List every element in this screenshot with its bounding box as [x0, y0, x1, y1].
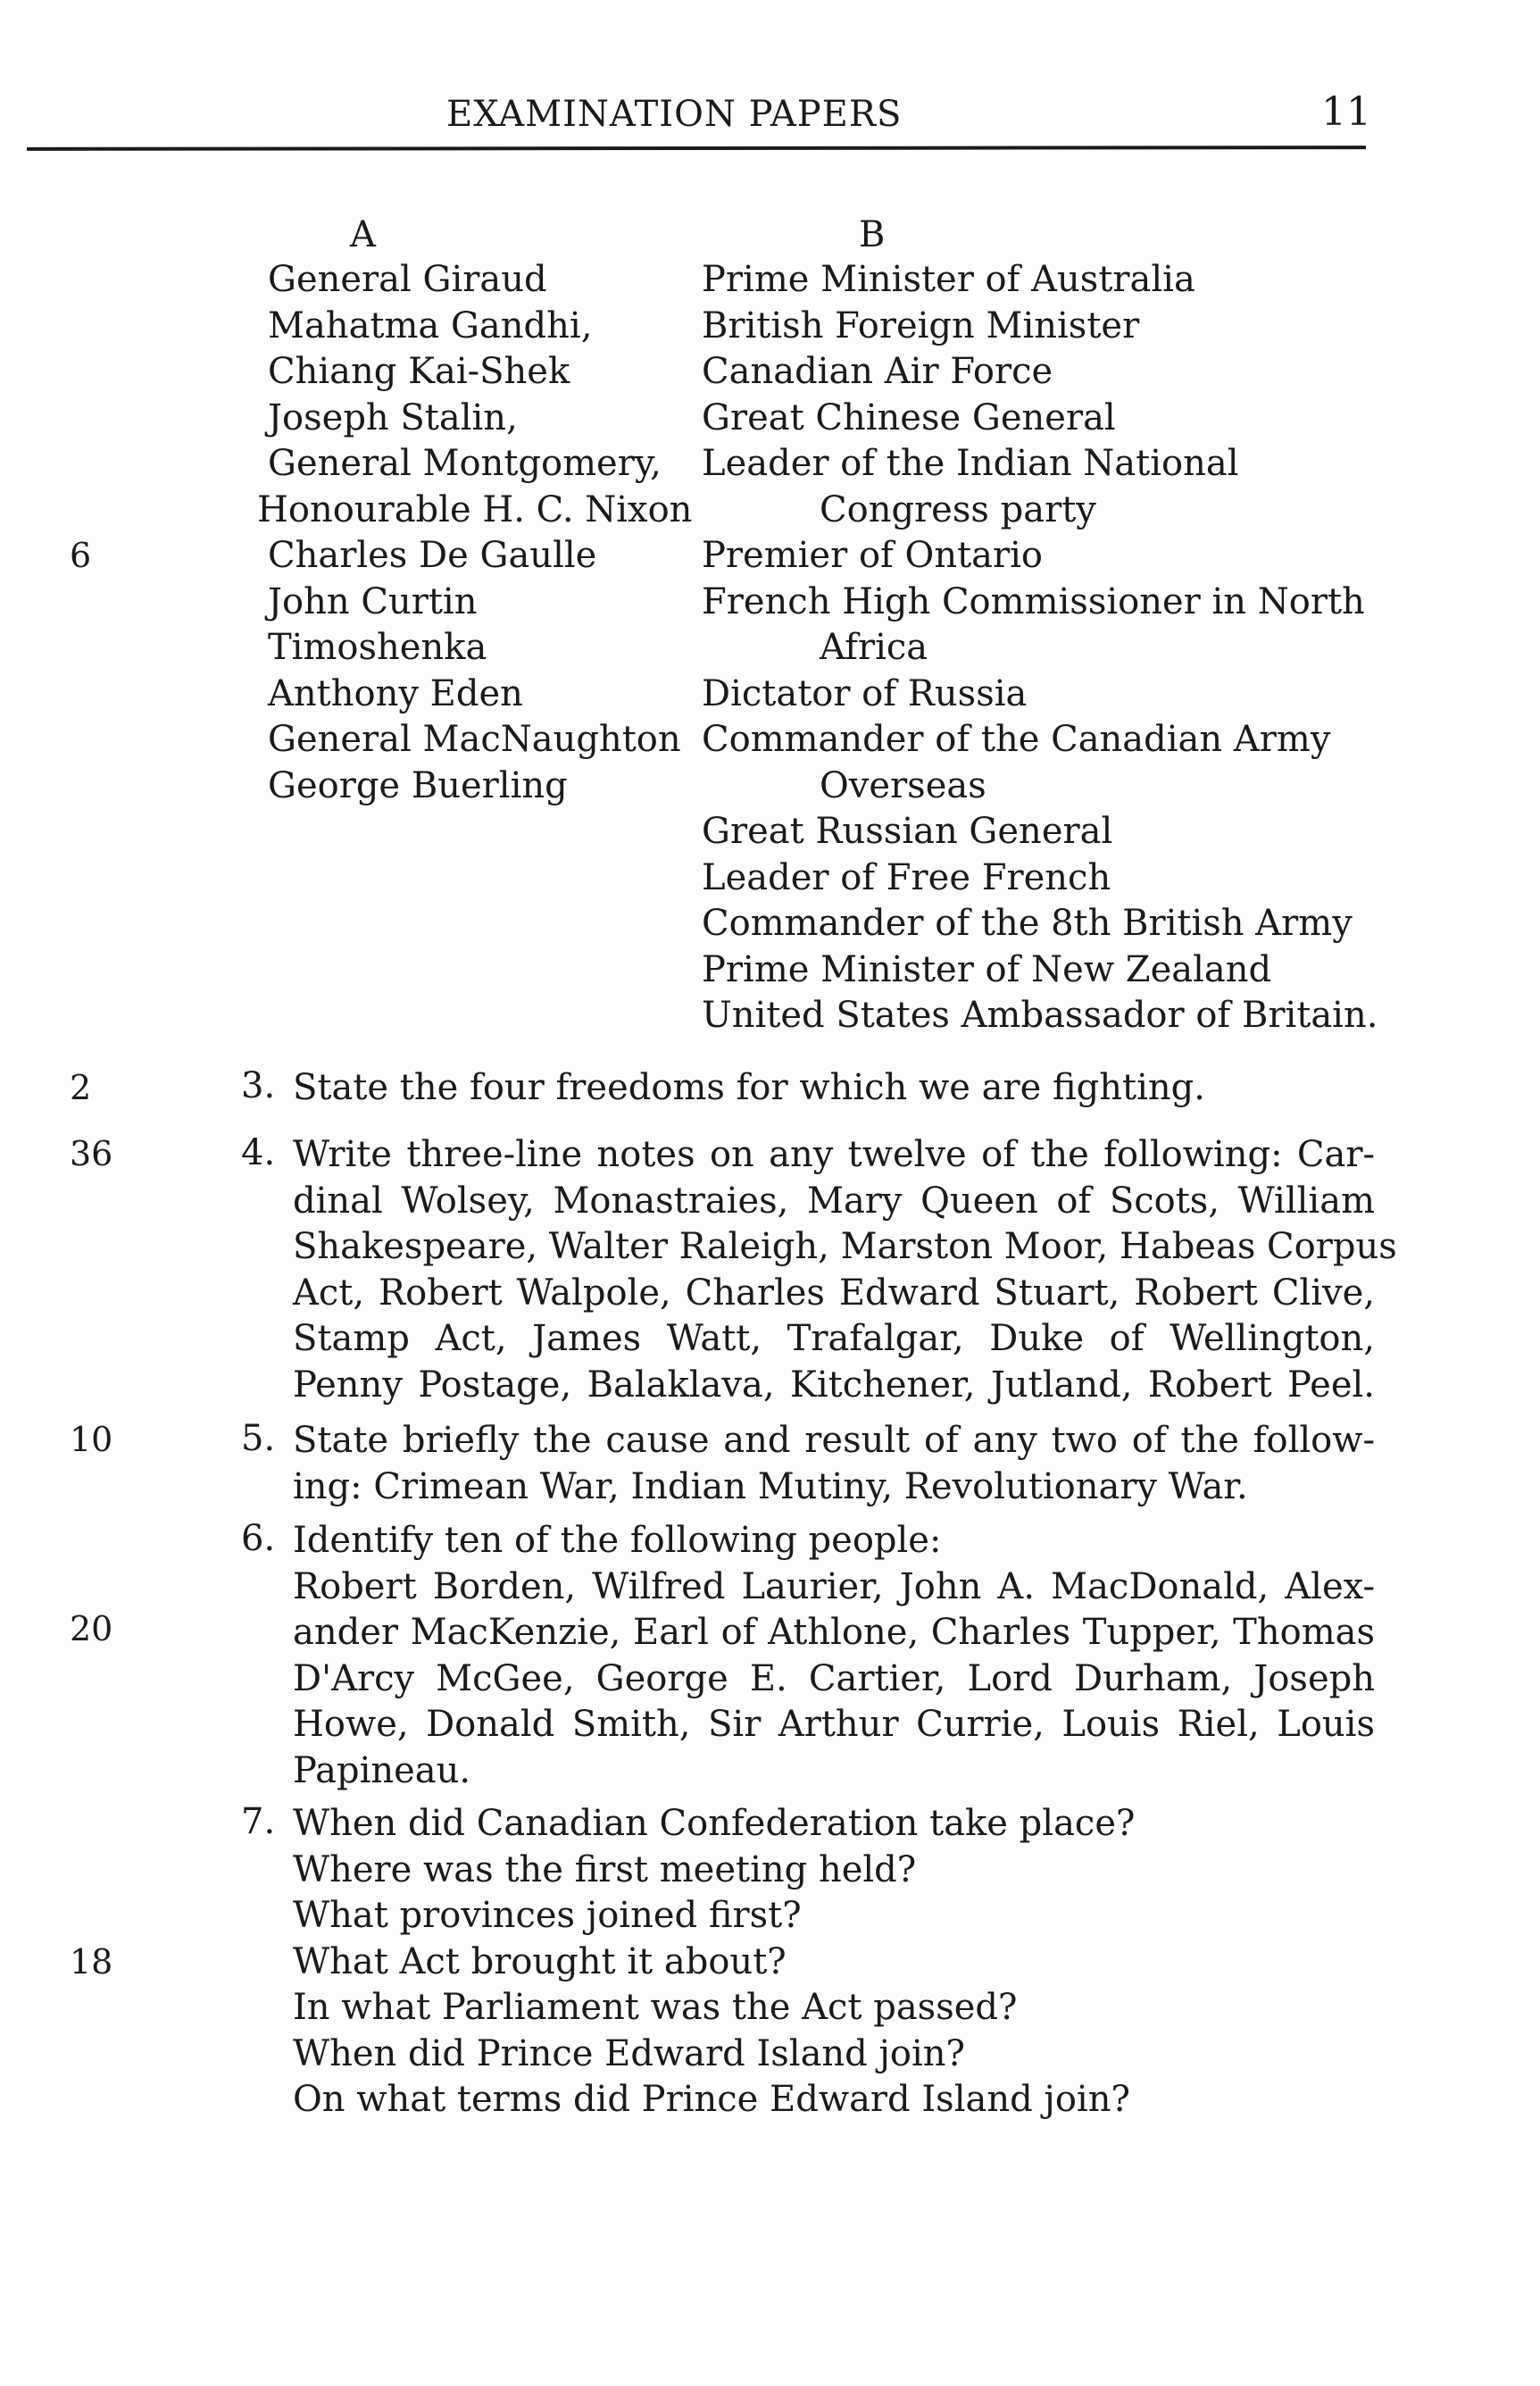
question-line: Act, Robert Walpole, Charles Edward Stuart, Robert Clive, [293, 1272, 1375, 1314]
column-b-list [702, 257, 1378, 1039]
marks-matching: 6 [70, 536, 92, 575]
column-b-item: Leader of Free French [702, 856, 1111, 898]
column-a-item: General Giraud [268, 259, 547, 300]
column-b-item: Premier of Ontario [702, 535, 1044, 576]
column-a-item: George Buerling [268, 764, 568, 806]
question-line: When did Prince Edward Island join? [293, 2032, 965, 2074]
marks-q6: 20 [70, 1609, 113, 1648]
column-b-item: Prime Minister of New Zealand [702, 948, 1272, 990]
marks-q4: 36 [70, 1134, 113, 1173]
question-line: Where was the first meeting held? [293, 1848, 917, 1890]
column-a-item: Timoshenka [268, 627, 487, 668]
column-a-item: Joseph Stalin, [268, 396, 518, 438]
marks-q3: 2 [70, 1068, 92, 1107]
column-b-item: Great Russian General [702, 811, 1113, 852]
column-a-list [257, 257, 693, 809]
question-line: ing: Crimean War, Indian Mutiny, Revolutionary War. [293, 1465, 1248, 1507]
question-line: What provinces joined first? [293, 1895, 802, 1936]
question-number: 5. [241, 1418, 276, 1459]
question-number: 4. [241, 1132, 276, 1173]
question-number: 6. [241, 1518, 276, 1559]
question-line: Shakespeare, Walter Raleigh, Marston Moor, Habeas Corpus [293, 1226, 1397, 1267]
question-number: 7. [241, 1801, 276, 1842]
column-b-heading: B [859, 214, 886, 255]
question-line: In what Parliament was the Act passed? [293, 1987, 1018, 2028]
column-a-item: Mahatma Gandhi, [268, 305, 593, 346]
question-line: ander MacKenzie, Earl of Athlone, Charles Tupper, Thomas [293, 1612, 1375, 1653]
question-line: Identify ten of the following people: [293, 1520, 942, 1561]
column-b-item: Dictator of Russia [702, 672, 1028, 714]
question-7 [241, 1801, 1375, 2123]
column-b-item: Overseas [820, 764, 986, 806]
column-b-item: Commander of the 8th British Army [702, 903, 1353, 944]
column-b-item: Canadian Air Force [702, 351, 1053, 392]
marks-q7: 18 [70, 1942, 113, 1981]
column-a-item: General MacNaughton [268, 719, 681, 760]
column-b-item: Great Chinese General [702, 396, 1116, 438]
column-b-item: Prime Minister of Australia [702, 259, 1195, 300]
column-b-item: Congress party [820, 488, 1096, 530]
column-b-item: British Foreign Minister [702, 305, 1140, 346]
question-line: When did Canadian Confederation take place? [293, 1803, 1136, 1844]
question-line: What Act brought it about? [293, 1940, 787, 1982]
question-3 [241, 1065, 1375, 1112]
column-a-item: John Curtin [268, 580, 478, 622]
column-a-item: Honourable H. C. Nixon [257, 488, 693, 530]
column-a-item: Chiang Kai-Shek [268, 351, 570, 392]
marks-q5: 10 [70, 1420, 113, 1459]
question-6 [241, 1518, 1375, 1794]
column-b-item: Leader of the Indian National [702, 443, 1239, 484]
question-line: D'Arcy McGee, George E. Cartier, Lord Durham, Joseph [293, 1657, 1375, 1699]
running-head: EXAMINATION PAPERS [446, 94, 903, 135]
question-line: State briefly the cause and result of any two of the follow- [293, 1420, 1375, 1461]
column-a-item: Anthony Eden [268, 672, 523, 714]
page-number: 11 [1321, 89, 1371, 135]
question-line: dinal Wolsey, Monastraies, Mary Queen of Scots, William [293, 1180, 1375, 1222]
question-line: On what terms did Prince Edward Island join? [293, 2079, 1130, 2120]
column-a-item: General Montgomery, [268, 443, 662, 484]
column-a-heading: A [350, 214, 376, 255]
question-line: Stamp Act, James Watt, Trafalgar, Duke of Wellington, [293, 1318, 1375, 1359]
column-a-item: Charles De Gaulle [268, 535, 597, 576]
question-line: Howe, Donald Smith, Sir Arthur Currie, Louis Riel, Louis [293, 1704, 1375, 1745]
column-b-item: Commander of the Canadian Army [702, 719, 1331, 760]
question-line: Robert Borden, Wilfred Laurier, John A. MacDonald, Alex- [293, 1565, 1375, 1607]
question-line: Penny Postage, Balaklava, Kitchener, Jutland, Robert Peel. [293, 1364, 1375, 1406]
question-4 [241, 1132, 1397, 1408]
column-b-item: French High Commissioner in North [702, 580, 1365, 622]
question-number: 3. [241, 1065, 276, 1106]
column-b-item: United States Ambassador of Britain. [702, 995, 1378, 1036]
question-5 [241, 1418, 1375, 1510]
question-line: Papineau. [293, 1749, 471, 1791]
column-b-item: Africa [820, 627, 928, 668]
header-rule [27, 146, 1366, 151]
question-line: Write three-line notes on any twelve of the following: Car- [293, 1134, 1375, 1175]
question-line: State the four freedoms for which we are fighting. [293, 1067, 1205, 1108]
